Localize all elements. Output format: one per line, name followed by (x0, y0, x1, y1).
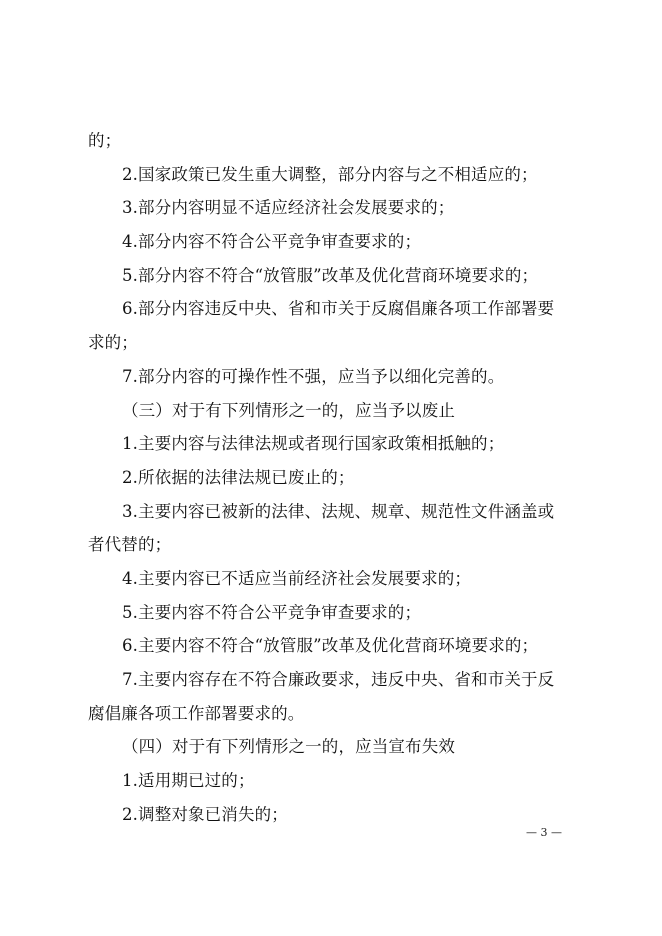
text-line: 5.部分内容不符合“放管服”改革及优化营商环境要求的； (122, 265, 539, 285)
text-line: 7.主要内容存在不符合廉政要求，违反中央、省和市关于反 (122, 670, 555, 689)
text-line: 2.国家政策已发生重大调整，部分内容与之不相适应的； (122, 164, 538, 184)
text-line: 4.主要内容已不适应当前经济社会发展要求的； (122, 568, 472, 588)
page-number: — 3 — (526, 826, 562, 839)
text-line: 1.适用期已过的； (122, 771, 255, 791)
text-line: 2.调整对象已消失的； (122, 804, 288, 824)
text-line: 5.主要内容不符合公平竞争审查要求的； (122, 602, 422, 622)
text-line: 的； (88, 131, 122, 150)
text-line: 1.主要内容与法律法规或者现行国家政策相抵触的； (122, 434, 505, 454)
text-line: 者代替的； (88, 535, 172, 555)
text-line: 腐倡廉各项工作部署要求的。 (88, 703, 305, 723)
text-line: 3.部分内容明显不适应经济社会发展要求的； (122, 198, 455, 218)
text-line: 求的； (88, 333, 138, 353)
text-line: 6.部分内容违反中央、省和市关于反腐倡廉各项工作部署要 (122, 299, 555, 319)
section-heading: （四）对于有下列情形之一的，应当宣布失效 (122, 737, 455, 757)
text-line: 6.主要内容不符合“放管服”改革及优化营商环境要求的； (122, 636, 539, 656)
document-body (88, 124, 580, 831)
text-line: 3.主要内容已被新的法律、法规、规章、规范性文件涵盖或 (122, 501, 555, 521)
text-line: 4.部分内容不符合公平竞争审查要求的； (122, 232, 422, 252)
section-heading: （三）对于有下列情形之一的，应当予以废止 (122, 400, 455, 420)
text-line: 2.所依据的法律法规已废止的； (122, 467, 355, 487)
text-line: 7.部分内容的可操作性不强，应当予以细化完善的。 (122, 366, 505, 386)
